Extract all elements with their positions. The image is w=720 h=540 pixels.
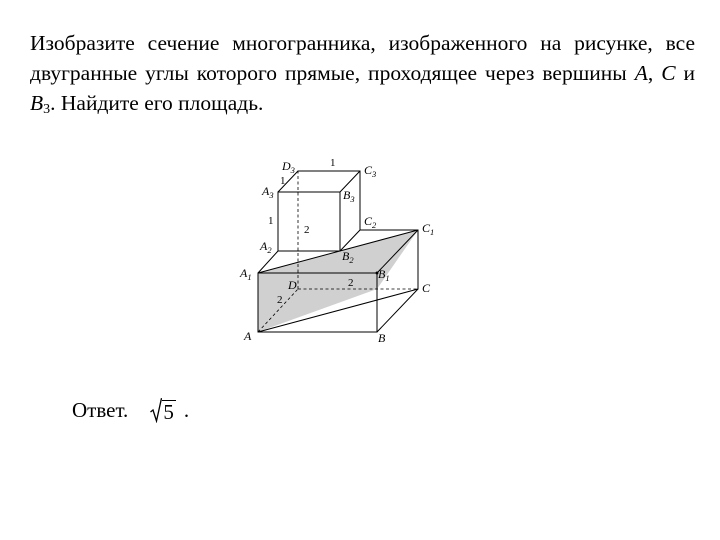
problem-statement [30, 28, 695, 118]
length-d3-side: 1 [280, 175, 286, 187]
label-c2: $C_2$ [364, 214, 377, 230]
vertex-b3-label: B [30, 91, 44, 115]
label-b1: $B_1$ [378, 267, 390, 283]
vertex-a-label: A [634, 61, 648, 85]
label-a1: $A_1$ [240, 266, 252, 282]
length-top: 1 [330, 157, 336, 169]
label-c3: $C_3$ [364, 163, 377, 179]
edge-b-c [377, 289, 418, 332]
label-d: D [288, 278, 297, 292]
answer-label: Ответ. [72, 397, 129, 422]
vertex-c-label: C [661, 61, 676, 85]
label-c1: $C_1$ [422, 221, 435, 237]
length-a-d: 2 [277, 294, 283, 306]
label-c: C [422, 281, 431, 295]
label-a3: $A_3$ [262, 184, 274, 200]
answer-line [72, 395, 189, 425]
length-a3-a2: 1 [268, 215, 274, 227]
label-a: A [244, 329, 252, 343]
problem-text-intro: Изобразите сечение многогранника, изображенного на рисунке, все двугранные углы которого прямые, проходящее через вершины [30, 31, 695, 85]
label-b3: $B_3$ [343, 188, 355, 204]
polyhedron-figure [232, 150, 452, 350]
answer-trailing-dot: . [183, 397, 190, 422]
radical-sign-icon [150, 397, 162, 423]
polyhedron-drawing [232, 150, 452, 350]
problem-text-question: . Найдите его площадь. [50, 91, 264, 115]
label-d3: $D_3$ [282, 159, 295, 175]
vertex-b3-index: 3 [43, 102, 51, 117]
separator-comma: , [647, 61, 662, 85]
separator-and: и [675, 61, 696, 85]
length-inner-vertical: 2 [304, 224, 310, 236]
label-b2: $B_2$ [342, 249, 354, 265]
section-polygon [258, 230, 418, 332]
length-a1-b2: 2 [348, 277, 354, 289]
answer-sqrt [150, 397, 176, 423]
label-a2: $A_2$ [260, 239, 272, 255]
answer-radicand: 5 [163, 400, 174, 424]
label-b: B [378, 331, 386, 345]
